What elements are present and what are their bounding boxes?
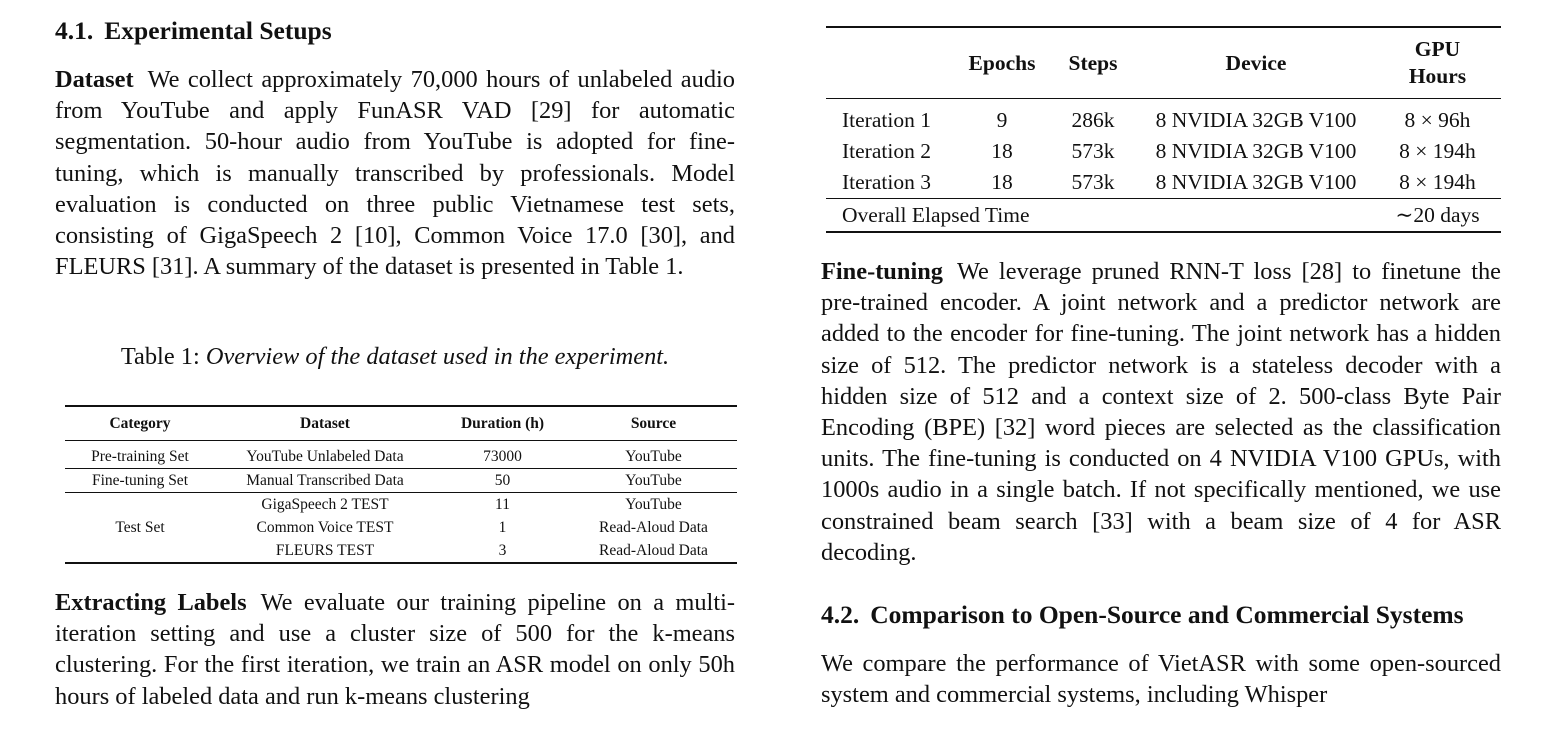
section-title: Comparison to Open-Source and Commercial Systems [870, 600, 1464, 629]
cell-iteration: Iteration 2 [842, 139, 931, 163]
paragraph-text: We evaluate our training pipeline on a multi-iteration setting and use a cluster size of 500 for the k-means clustering. For the first iteration, we train an ASR model on only 50h hours of labeled data and run k-means clustering [55, 589, 735, 710]
table-row [826, 99, 1501, 137]
cell-source: YouTube [625, 496, 682, 513]
header-gpu-hours: GPU Hours [1374, 27, 1501, 99]
table1-caption [55, 342, 735, 372]
cell-device: 8 NVIDIA 32GB V100 [1138, 167, 1374, 199]
paragraph-lead: Dataset [55, 66, 134, 93]
cell-iteration: Iteration 3 [826, 167, 956, 199]
table-header-row [65, 406, 737, 441]
section-number: 4.2. [821, 600, 860, 629]
cell-gpu-hours: 8 × 194h [1374, 167, 1501, 199]
cell-category: Pre-training Set [65, 441, 215, 469]
paragraph-lead: Fine-tuning [821, 258, 943, 285]
cell-dataset: Common Voice TEST [256, 519, 394, 536]
cell-epochs: 18 [956, 167, 1048, 199]
section-number: 4.1. [55, 16, 94, 45]
cell-gpu-hours: 8 × 96h [1404, 108, 1471, 132]
cell-dataset: YouTube Unlabeled Data [215, 441, 435, 469]
section-heading-4-1 [55, 16, 332, 46]
table-row-overall [826, 199, 1501, 233]
caption-label: Table 1: [120, 343, 200, 370]
table-row [65, 469, 737, 493]
cell-epochs: 9 [996, 108, 1008, 132]
cell-duration: 50 [435, 469, 570, 493]
cell-source: Read-Aloud Data [599, 519, 708, 536]
table-header-row [826, 27, 1501, 99]
header-epochs: Epochs [956, 27, 1048, 99]
cell-steps: 573k [1071, 139, 1115, 163]
section-title: Experimental Setups [104, 16, 332, 45]
table-row [65, 441, 737, 469]
dataset-paragraph [55, 64, 735, 282]
paragraph-text: We leverage pruned RNN-T loss [28] to finetune the pre-trained encoder. A joint network and a predictor network are added to the encoder for fine-tuning. The joint network has a hidden size of 512. The predictor network is a stateless decoder with a hidden size of 512 and a context size of 2. 500-class Byte Pair Encoding (BPE) [32] word pieces are selected as the classification units. The fine-tuning is conducted on 4 NVIDIA V100 GPUs, with 1000s audio in a single batch. If not specifically mentioned, we use constrained beam search [33] with a beam size of 4 for ASR decoding. [821, 258, 1501, 566]
header-empty [826, 27, 956, 99]
cell-duration: 1 [498, 519, 507, 536]
cell-source: Read-Aloud Data [570, 539, 737, 563]
comparison-paragraph [821, 648, 1501, 710]
iteration-table [826, 26, 1501, 233]
header-source: Source [570, 406, 737, 441]
cell-steps: 573k [1048, 167, 1138, 199]
cell-dataset: FLEURS TEST [215, 539, 435, 563]
paragraph-text: We compare the performance of VietASR with some open-sourced system and commercial systems, including Whisper [821, 650, 1501, 709]
cell-overall-value: ∼20 days [1374, 199, 1501, 233]
header-device: Device [1138, 27, 1374, 99]
cell-source: YouTube [570, 441, 737, 469]
table-row [826, 167, 1501, 199]
section-heading-4-2 [821, 600, 1464, 630]
paragraph-text: We collect approximately 70,000 hours of unlabeled audio from YouTube and apply FunASR VAD [29] for automatic segmentation. 50-hour audio from YouTube is adopted for fine-tuning, which is manually transcribed by professionals. Model evaluation is conducted on three public Vietnamese test sets, consisting of GigaSpeech 2 [10], Common Voice 17.0 [30], and FLEURS [31]. A summary of the dataset is presented in Table 1. [55, 66, 735, 281]
cell-duration: 3 [435, 539, 570, 563]
cell-iteration: Iteration 1 [842, 108, 931, 132]
header-duration: Duration (h) [435, 406, 570, 441]
cell-category: Test Set [65, 493, 215, 564]
cell-duration: 73000 [435, 441, 570, 469]
cell-overall-label: Overall Elapsed Time [826, 199, 1374, 233]
cell-gpu-hours: 8 × 194h [1399, 139, 1476, 163]
fine-tuning-paragraph [821, 256, 1501, 568]
header-steps: Steps [1048, 27, 1138, 99]
header-category: Category [65, 406, 215, 441]
cell-device: 8 NVIDIA 32GB V100 [1155, 139, 1357, 163]
cell-duration: 11 [495, 496, 510, 513]
cell-steps: 286k [1071, 108, 1115, 132]
cell-dataset: Manual Transcribed Data [215, 469, 435, 493]
dataset-table [65, 405, 737, 564]
extracting-labels-paragraph [55, 587, 735, 712]
cell-device: 8 NVIDIA 32GB V100 [1155, 108, 1357, 132]
cell-dataset: GigaSpeech 2 TEST [261, 496, 389, 513]
table-row [65, 493, 737, 517]
paragraph-lead: Extracting Labels [55, 589, 247, 616]
header-dataset: Dataset [215, 406, 435, 441]
cell-category: Fine-tuning Set [65, 469, 215, 493]
cell-epochs: 18 [991, 139, 1013, 163]
cell-source: YouTube [570, 469, 737, 493]
caption-text: Overview of the dataset used in the experiment. [205, 343, 670, 370]
table-row [826, 136, 1501, 167]
